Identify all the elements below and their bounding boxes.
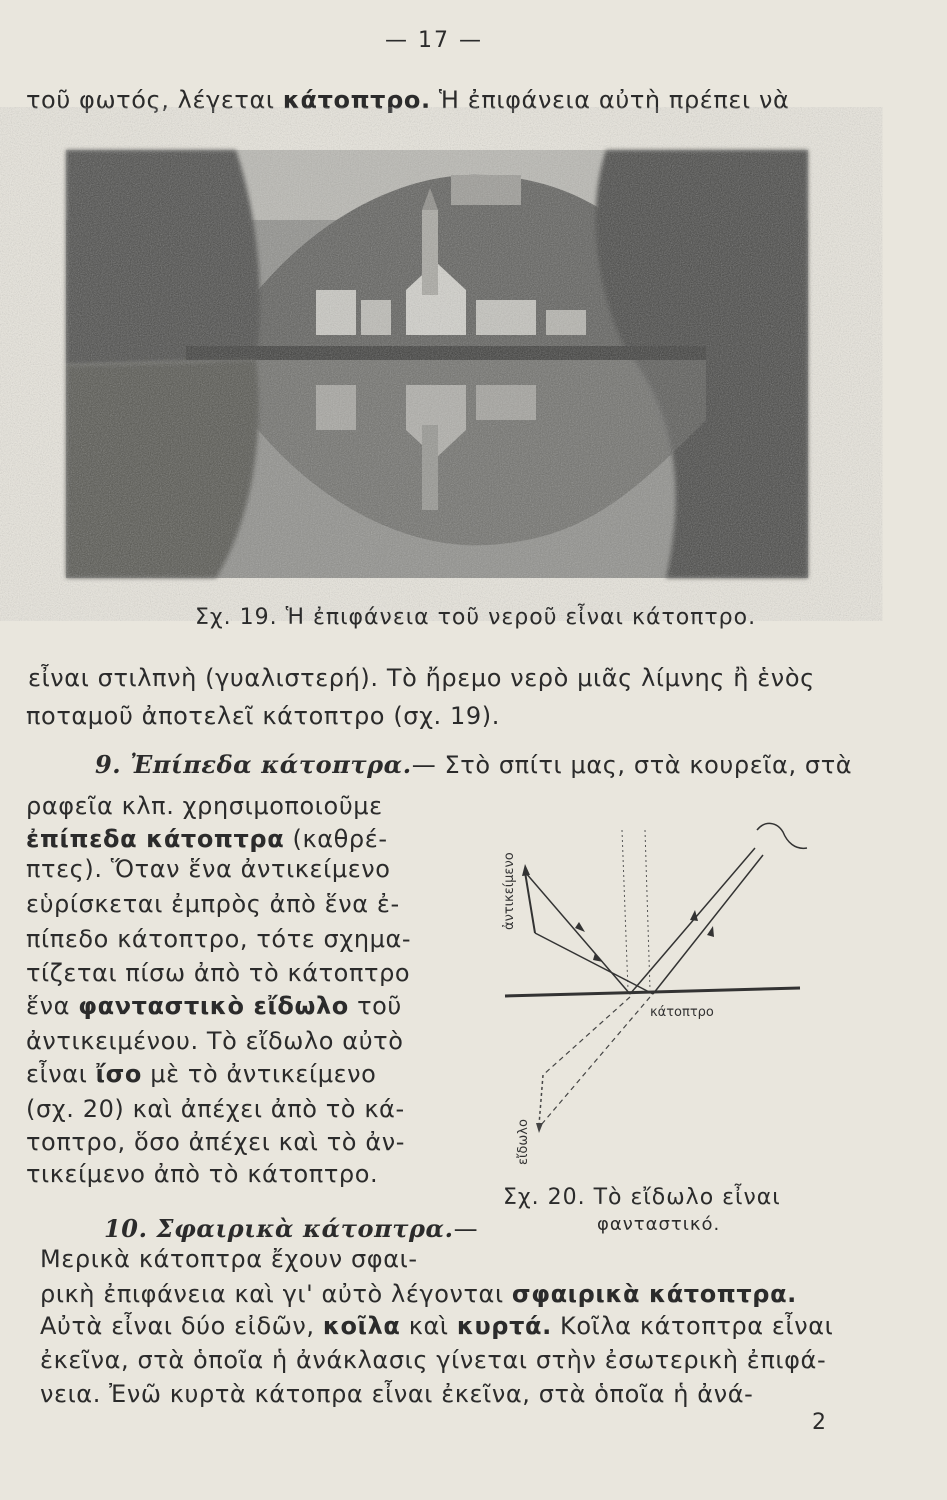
figure19-photo xyxy=(66,150,808,578)
page-number: — 17 — xyxy=(385,28,483,53)
text-line-6 xyxy=(26,825,388,853)
term-iso: ἴσο xyxy=(95,1060,143,1088)
text-line-12: ἀντικειμένου. Τὸ εἴδωλο αὐτὸ xyxy=(26,1027,404,1055)
line20-a: Αὐτὰ εἶναι δύο εἰδῶν, xyxy=(40,1312,323,1340)
reflection-landscape-image xyxy=(66,150,808,578)
eye-icon xyxy=(757,823,807,848)
label-mirror: κάτοπτρο xyxy=(650,1005,714,1020)
incident-ray-1 xyxy=(525,872,630,994)
label-image: εἴδωλο xyxy=(516,1119,531,1165)
incident-ray-2 xyxy=(535,933,653,994)
term-epipeda-katoptra: ἐπίπεδα κάτοπτρα xyxy=(26,825,285,853)
text-line-7: πτες). Ὅταν ἕνα ἀντικείμενο xyxy=(26,855,391,883)
text-line-3: ποταμοῦ ἀποτελεῖ κάτοπτρο (σχ. 19). xyxy=(26,702,500,730)
label-object: ἀντικείμενο xyxy=(502,852,517,930)
line13-b: μὲ τὸ ἀντικείμενο xyxy=(142,1060,377,1088)
signature-mark: 2 xyxy=(812,1410,826,1435)
text-line-10: τίζεται πίσω ἀπὸ τὸ κάτοπτρο xyxy=(26,959,411,987)
text-line-18: Μερικὰ κάτοπτρα ἔχουν σφαι- xyxy=(40,1245,418,1273)
figure20-diagram xyxy=(495,790,825,1020)
term-sfairika-katoptra: σφαιρικὰ κάτοπτρα. xyxy=(511,1280,797,1308)
text-line-8: εὑρίσκεται ἐμπρὸς ἀπὸ ἕνα ἐ- xyxy=(26,890,400,918)
reflected-ray-2 xyxy=(653,855,763,994)
line17-b: — xyxy=(453,1215,479,1243)
virtual-image-rays xyxy=(505,995,655,1175)
text-line-9: πίπεδο κάτοπτρο, τότε σχημα- xyxy=(26,925,412,953)
term-fantastiko-eidolo: φανταστικὸ εἴδωλο xyxy=(78,992,349,1020)
text-line-19 xyxy=(40,1280,797,1308)
text-line-5: ραφεῖα κλπ. χρησιμοποιοῦμε xyxy=(26,792,383,820)
line1-a: τοῦ φωτός, λέγεται xyxy=(26,86,283,114)
normal-line-2 xyxy=(645,830,650,990)
text-line-16: τικείμενο ἀπὸ τὸ κάτοπτρο. xyxy=(26,1160,379,1188)
line4-b: — Στὸ σπίτι μας, στὰ κουρεῖα, στὰ xyxy=(411,751,853,779)
text-line-14: (σχ. 20) καὶ ἀπέχει ἀπὸ τὸ κά- xyxy=(26,1095,405,1123)
text-line-2: εἶναι στιλπνὴ (γυαλιστερή). Τὸ ἤρεμο νερὸ μιᾶς λίμνης ἢ ἑνὸς xyxy=(28,664,815,692)
plane-mirror-diagram xyxy=(495,790,825,1020)
line1-b: Ἡ ἐπιφάνεια αὐτὴ πρέπει νὰ xyxy=(430,86,790,114)
line11-b: τοῦ xyxy=(348,992,402,1020)
reflected-ray-1 xyxy=(630,848,755,994)
line11-a: ἕνα xyxy=(26,992,79,1020)
text-line-21: ἐκεῖνα, στὰ ὁποῖα ἡ ἀνάκλασις γίνεται στὴν ἐσωτερικὴ ἐπιφά- xyxy=(40,1346,827,1374)
section-heading-10: 10. Σφαιρικὰ κάτοπτρα. xyxy=(104,1214,454,1243)
line19-a: ρικὴ ἐπιφάνεια καὶ γι' αὐτὸ λέγονται xyxy=(40,1280,512,1308)
text-line-20 xyxy=(40,1312,833,1340)
text-line-15: τοπτρο, ὅσο ἀπέχει καὶ τὸ ἀν- xyxy=(26,1128,406,1156)
line20-c: Κοῖλα κάτοπτρα εἶναι xyxy=(551,1312,834,1340)
normal-line-1 xyxy=(622,830,628,990)
text-line-13 xyxy=(26,1060,376,1088)
section-heading-9: 9. Ἐπίπεδα κάτοπτρα. xyxy=(95,750,412,779)
figure20-caption-2: φανταστικό. xyxy=(597,1214,721,1235)
figure19-caption: Σχ. 19. Ἡ ἐπιφάνεια τοῦ νεροῦ εἶναι κάτοπτρο. xyxy=(195,605,757,630)
line6-b: (καθρέ- xyxy=(284,825,388,853)
text-line-4 xyxy=(95,750,852,779)
term-kyrta: κυρτά. xyxy=(456,1312,552,1340)
term-koila: κοῖλα xyxy=(322,1312,401,1340)
figure20-caption-1: Σχ. 20. Τὸ εἴδωλο εἶναι xyxy=(503,1185,781,1210)
text-line-22: νεια. Ἐνῶ κυρτὰ κάτοπρα εἶναι ἐκεῖνα, στὰ ὁποῖα ἡ ἀνά- xyxy=(40,1380,754,1408)
term-katoptro: κάτοπτρο. xyxy=(282,86,431,114)
text-line-17 xyxy=(104,1214,478,1243)
text-line-11 xyxy=(26,992,402,1020)
line20-b: καὶ xyxy=(400,1312,457,1340)
text-line-1 xyxy=(26,86,789,114)
line13-a: εἶναι xyxy=(26,1060,96,1088)
